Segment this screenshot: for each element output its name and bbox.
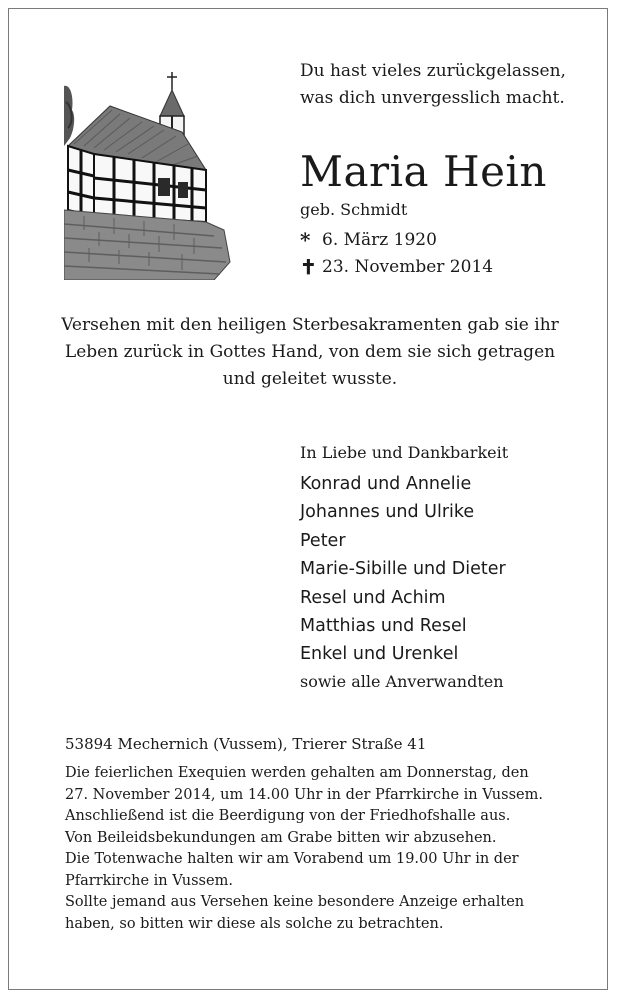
address: 53894 Mechernich (Vussem), Trierer Straße 41 <box>65 735 427 753</box>
funeral-info-line: Die feierlichen Exequien werden gehalten am Donnerstag, den <box>65 765 529 781</box>
sacrament-line: und geleitet wusste. <box>222 369 398 389</box>
funeral-info-line: Die Totenwache halten wir am Vorabend um 19.00 Uhr in der <box>65 851 519 867</box>
mourners-block <box>300 440 600 695</box>
funeral-info-line: haben, so bitten wir diese als solche zu betrachten. <box>65 915 444 932</box>
birth-date: 6. März 1920 <box>322 230 437 250</box>
mourners-outro: sowie alle Anverwandten <box>300 671 504 691</box>
deceased-name: Maria Hein <box>300 147 547 196</box>
mourner-name: Enkel und Urenkel <box>300 644 459 665</box>
funeral-info-line: Von Beileidsbekundungen am Grabe bitten wir abzusehen. <box>65 829 497 846</box>
mourners-list <box>300 470 600 669</box>
funeral-info-line: Anschließend ist die Beerdigung von der Friedhofshalle aus. <box>65 808 511 824</box>
funeral-info-line: 27. November 2014, um 14.00 Uhr in der Pfarrkirche in Vussem. <box>65 786 543 803</box>
quote-line: Du hast vieles zurückgelassen, <box>300 61 566 81</box>
chapel-illustration <box>64 66 234 280</box>
funeral-info-line: Sollte jemand aus Versehen keine besondere Anzeige erhalten <box>65 894 525 910</box>
sacrament-line: Leben zurück in Gottes Hand, von dem sie sich getragen <box>64 342 556 362</box>
birth-name: geb. Schmidt <box>300 200 408 219</box>
mourner-name: Matthias und Resel <box>300 616 467 637</box>
mourner-name: Marie-Sibille und Dieter <box>300 559 506 580</box>
mourner-name: Resel und Achim <box>300 587 446 608</box>
birth-date-row <box>300 229 437 251</box>
mourners-intro: In Liebe und Dankbarkeit <box>300 443 509 462</box>
sacrament-text <box>40 312 580 393</box>
mourner-name: Konrad und Annelie <box>300 474 472 494</box>
death-date-row <box>300 256 493 278</box>
memorial-quote <box>300 58 600 112</box>
sacrament-line: Versehen mit den heiligen Sterbesakramenten gab sie ihr <box>61 315 559 335</box>
quote-line: was dich unvergesslich macht. <box>300 88 565 108</box>
birth-star-icon: * <box>300 228 311 252</box>
death-date: 23. November 2014 <box>322 257 494 277</box>
mourner-name: Johannes und Ulrike <box>300 502 475 523</box>
funeral-info-line: Pfarrkirche in Vussem. <box>65 872 233 889</box>
mourner-name: Peter <box>300 530 346 551</box>
death-cross-icon: ✝ <box>300 255 317 279</box>
funeral-info <box>65 763 565 935</box>
